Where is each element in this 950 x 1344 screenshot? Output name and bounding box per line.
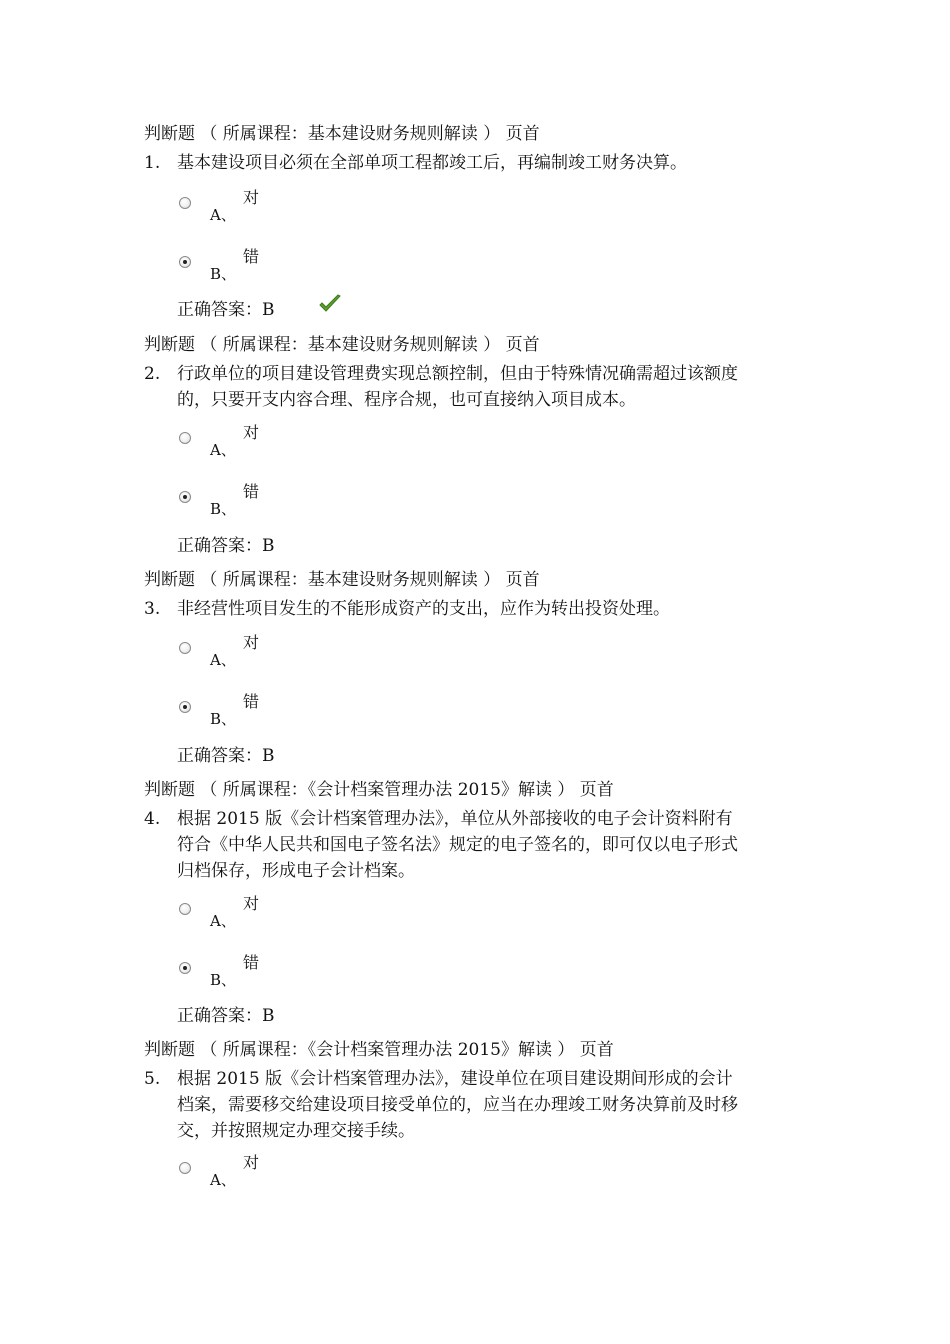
question-5-option-a-letter: A、 (210, 1171, 236, 1189)
question-3-text (177, 596, 670, 622)
question-3-option-b-label[interactable]: 错 (243, 692, 260, 711)
question-4-text (177, 806, 738, 884)
question-2-number: 2. (144, 364, 161, 384)
question-3-number: 3. (144, 599, 161, 619)
question-3-option-b-letter: B、 (210, 710, 237, 728)
question-3-line-1: 非经营性项目发生的不能形成资产的支出，应作为转出投资处理。 (177, 599, 670, 619)
question-5-number: 5. (144, 1069, 161, 1089)
question-2-option-a-radio[interactable] (179, 432, 191, 444)
question-4-option-b-letter: B、 (210, 971, 237, 989)
question-1-answer: 正确答案：B (177, 300, 275, 320)
question-2-line-2: 的，只要开支内容合理、程序合规，也可直接纳入项目成本。 (177, 390, 636, 410)
question-4-option-b-label[interactable]: 错 (243, 953, 260, 972)
question-1-option-a-label[interactable]: 对 (243, 188, 260, 207)
question-4-answer: 正确答案：B (177, 1006, 275, 1026)
question-1-option-b-label[interactable]: 错 (243, 247, 260, 266)
question-1-number: 1. (144, 153, 161, 173)
question-3-option-a-label[interactable]: 对 (243, 633, 260, 652)
question-1-line-1: 基本建设项目必须在全部单项工程都竣工后，再编制竣工财务决算。 (177, 153, 687, 173)
question-1-header: 判断题 （ 所属课程：基本建设财务规则解读 ） 页首 (144, 124, 540, 144)
question-2-option-b-letter: B、 (210, 500, 237, 518)
question-4-line-3: 归档保存，形成电子会计档案。 (177, 861, 415, 881)
question-2-option-b-radio[interactable] (179, 491, 191, 503)
question-4-line-1: 根据 2015 版《会计档案管理办法》，单位从外部接收的电子会计资料附有 (177, 809, 733, 829)
question-1-option-b-radio[interactable] (179, 256, 191, 268)
question-4-header: 判断题 （ 所属课程：《会计档案管理办法 2015》解读 ） 页首 (144, 780, 614, 800)
question-5-line-2: 档案，需要移交给建设项目接受单位的，应当在办理竣工财务决算前及时移 (177, 1095, 738, 1115)
question-2-header: 判断题 （ 所属课程：基本建设财务规则解读 ） 页首 (144, 335, 540, 355)
question-3-option-a-letter: A、 (210, 651, 236, 669)
question-4-line-2: 符合《中华人民共和国电子签名法》规定的电子签名的，即可仅以电子形式 (177, 835, 738, 855)
question-5-header: 判断题 （ 所属课程：《会计档案管理办法 2015》解读 ） 页首 (144, 1040, 614, 1060)
question-5-line-3: 交，并按照规定办理交接手续。 (177, 1121, 415, 1141)
question-3-option-b-radio[interactable] (179, 701, 191, 713)
question-5-line-1: 根据 2015 版《会计档案管理办法》，建设单位在项目建设期间形成的会计 (177, 1069, 733, 1089)
question-3-option-a-radio[interactable] (179, 642, 191, 654)
question-5-option-a-radio[interactable] (179, 1162, 191, 1174)
question-2-option-b-label[interactable]: 错 (243, 482, 260, 501)
question-3-header: 判断题 （ 所属课程：基本建设财务规则解读 ） 页首 (144, 570, 540, 590)
question-4-option-b-radio[interactable] (179, 962, 191, 974)
question-1-option-a-letter: A、 (210, 206, 236, 224)
question-2-answer: 正确答案：B (177, 536, 275, 556)
question-5-text (177, 1066, 738, 1144)
question-1-option-a-radio[interactable] (179, 197, 191, 209)
question-2-option-a-label[interactable]: 对 (243, 423, 260, 442)
question-4-number: 4. (144, 809, 161, 829)
question-2-text (177, 361, 738, 413)
question-1-text (177, 150, 687, 176)
question-2-line-1: 行政单位的项目建设管理费实现总额控制，但由于特殊情况确需超过该额度 (177, 364, 738, 384)
question-4-option-a-label[interactable]: 对 (243, 894, 260, 913)
question-1-option-b-letter: B、 (210, 265, 237, 283)
question-2-option-a-letter: A、 (210, 441, 236, 459)
question-4-option-a-letter: A、 (210, 912, 236, 930)
question-3-answer: 正确答案：B (177, 746, 275, 766)
question-5-option-a-label[interactable]: 对 (243, 1153, 260, 1172)
correct-check-icon (318, 294, 342, 314)
question-4-option-a-radio[interactable] (179, 903, 191, 915)
